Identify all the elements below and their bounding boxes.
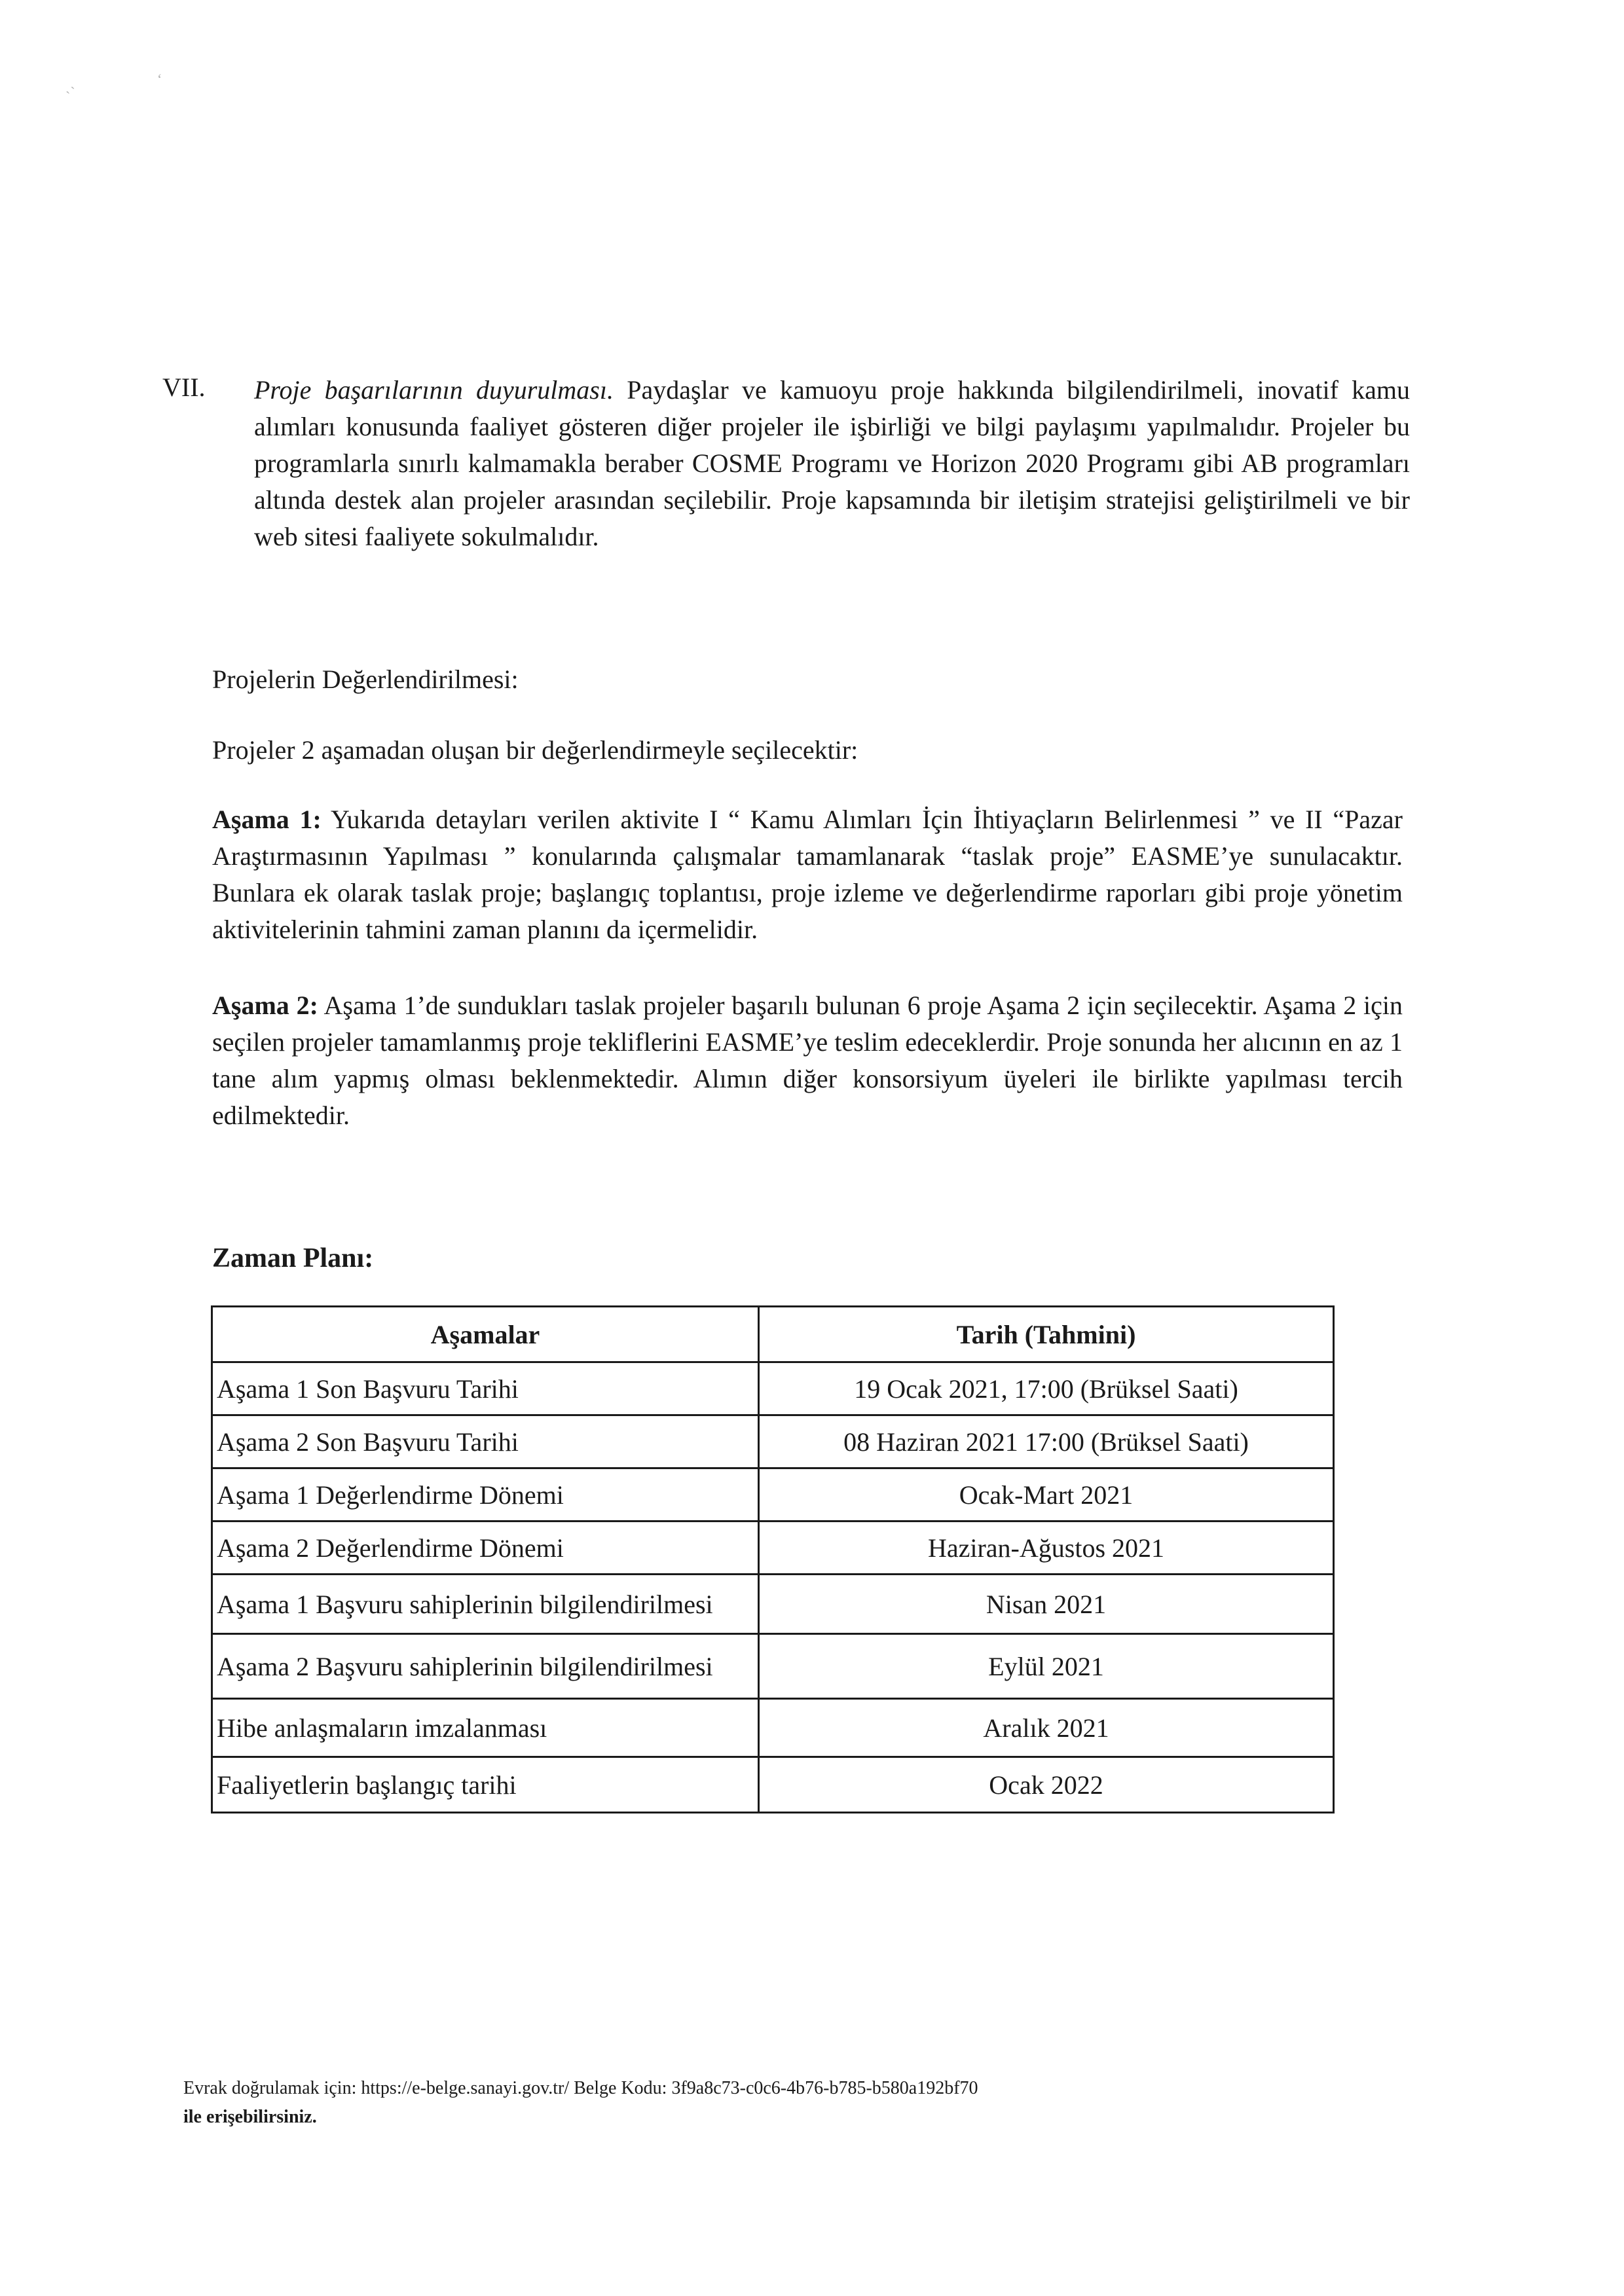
stage-cell: Aşama 1 Başvuru sahiplerinin bilgilendirilmesi [212, 1575, 759, 1634]
scan-mark: ˏ˴ [65, 77, 75, 94]
section-vii-paragraph [254, 372, 1410, 555]
evaluation-heading: Projelerin Değerlendirilmesi: [212, 665, 519, 694]
stage1-label: Aşama 1: [212, 805, 322, 834]
stage-cell: Aşama 2 Değerlendirme Dönemi [212, 1522, 759, 1575]
stage2-paragraph [212, 987, 1403, 1134]
stage-cell: Aşama 2 Son Başvuru Tarihi [212, 1415, 759, 1468]
table-header-stages: Aşamalar [212, 1307, 759, 1362]
stage1-text: Yukarıda detayları verilen aktivite I “ Kamu Alımları İçin İhtiyaçların Belirlenmesi ” ve II “Pazar Araştırmasının Yapılması ” konularında çalışmalar tamamlanarak “taslak proje” EASME’ye sunulacaktır. Bunlara ek olarak taslak proje; başlangıç toplantısı, proje izleme ve değerlendirme raporları gibi proje yönetim aktivitelerinin tahmini zaman planını da içermelidir. [212, 805, 1403, 944]
date-cell: 08 Haziran 2021 17:00 (Brüksel Saati) [759, 1415, 1334, 1468]
table-row [212, 1522, 1334, 1575]
date-cell: Haziran-Ağustos 2021 [759, 1522, 1334, 1575]
table-row [212, 1468, 1334, 1522]
date-cell: Nisan 2021 [759, 1575, 1334, 1634]
stage2-text: Aşama 1’de sundukları taslak projeler başarılı bulunan 6 proje Aşama 2 için seçilecektir. Aşama 2 için seçilen projeler tamamlanmış proje tekliflerini EASME’ye teslim edeceklerdir. Proje sonunda her alıcının en az 1 tane alım yapmış olması beklenmektedir. Alımın diğer konsorsiyum üyeleri ile birlikte yapılması tercih edilmektedir. [212, 991, 1403, 1130]
stage-cell: Aşama 2 Başvuru sahiplerinin bilgilendirilmesi [212, 1634, 759, 1699]
verification-footer [183, 2074, 978, 2132]
stage1-paragraph [212, 801, 1403, 948]
date-cell: Aralık 2021 [759, 1699, 1334, 1757]
table-row [212, 1634, 1334, 1699]
stage-cell: Faaliyetlerin başlangıç tarihi [212, 1757, 759, 1813]
date-cell: Ocak 2022 [759, 1757, 1334, 1813]
table-row [212, 1415, 1334, 1468]
table-row [212, 1575, 1334, 1634]
stage2-label: Aşama 2: [212, 991, 318, 1020]
section-vii [162, 372, 1410, 581]
verification-line-2: ile erişebilirsiniz. [183, 2107, 317, 2127]
date-cell: Ocak-Mart 2021 [759, 1468, 1334, 1522]
verification-line: Evrak doğrulamak için: https://e-belge.sanayi.gov.tr/ Belge Kodu: 3f9a8c73-c0c6-4b76-b785-b580a192bf70 [183, 2078, 978, 2098]
schedule-title: Zaman Planı: [212, 1243, 374, 1273]
date-cell: Eylül 2021 [759, 1634, 1334, 1699]
stage-cell: Hibe anlaşmaların imzalanması [212, 1699, 759, 1757]
table-header-row [212, 1307, 1334, 1362]
table-row [212, 1699, 1334, 1757]
table-header-date: Tarih (Tahmini) [759, 1307, 1334, 1362]
stage-cell: Aşama 1 Değerlendirme Dönemi [212, 1468, 759, 1522]
scan-mark: ʻ [157, 71, 162, 87]
schedule-table [211, 1305, 1335, 1813]
section-number: VII. [162, 373, 206, 402]
section-vii-lead: Proje başarılarının duyurulması. [254, 375, 614, 405]
table-row [212, 1362, 1334, 1415]
date-cell: 19 Ocak 2021, 17:00 (Brüksel Saati) [759, 1362, 1334, 1415]
stage-cell: Aşama 1 Son Başvuru Tarihi [212, 1362, 759, 1415]
table-row [212, 1757, 1334, 1813]
section-vii-body: Paydaşlar ve kamuoyu proje hakkında bilgilendirilmeli, inovatif kamu alımları konusunda faaliyet gösteren diğer projeler ile işbirliği ve bilgi paylaşımı yapılmalıdır. Projeler bu programlarla sınırlı kalmamakla beraber COSME Programı ve Horizon 2020 Programı gibi AB programları altında destek alan projeler arasından seçilebilir. Proje kapsamında bir iletişim stratejisi geliştirilmeli ve bir web sitesi faaliyete sokulmalıdır. [254, 375, 1410, 551]
evaluation-intro: Projeler 2 aşamadan oluşan bir değerlendirmeyle seçilecektir: [212, 735, 858, 765]
